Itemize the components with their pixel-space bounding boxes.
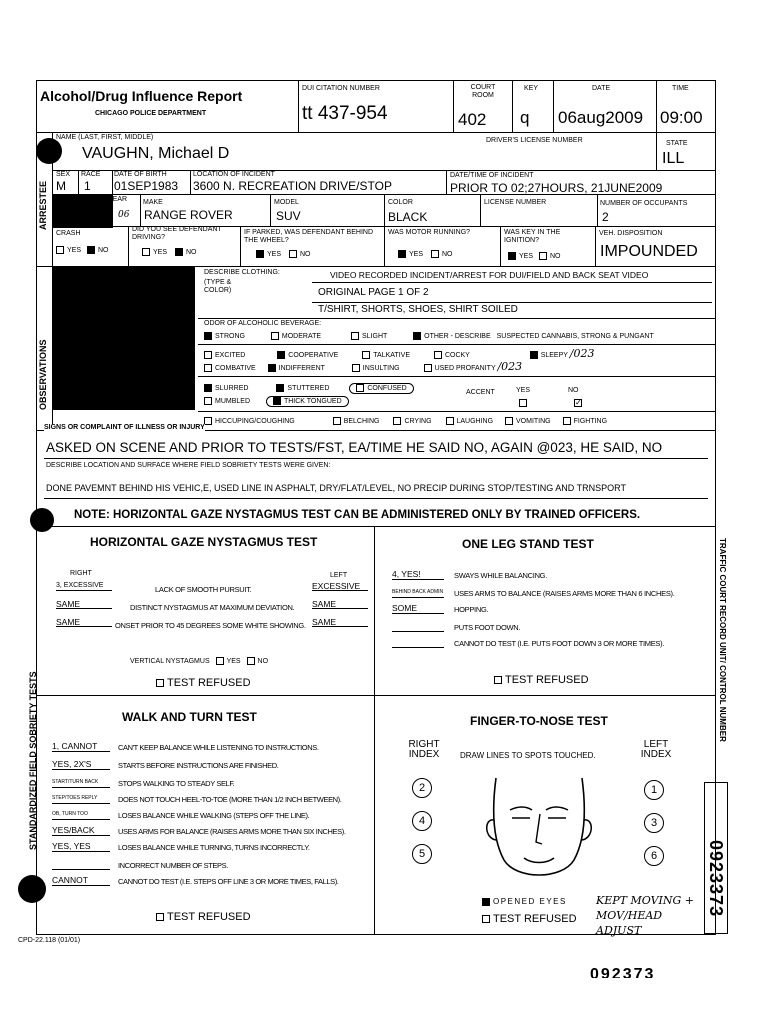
attitude-row-1 [204, 347, 595, 360]
ftn-right-label: RIGHT INDEX [408, 739, 440, 760]
accent-yes-label: YES [516, 387, 531, 394]
ols-value [392, 638, 444, 648]
state-label: STATE [666, 140, 688, 147]
odor-slight-checkbox[interactable] [351, 332, 359, 340]
parked-yes-checkbox[interactable] [256, 250, 264, 258]
speech-row-2 [204, 397, 349, 406]
ftn-instruction: DRAW LINES TO SPOTS TOUCHED. [460, 751, 596, 760]
hiccup-label: HICCUPING/COUGHING [215, 417, 295, 425]
location-value: 3600 N. RECREATION DRIVE/STOP [193, 179, 392, 193]
crash-yes-label: YES [67, 246, 82, 254]
fighting-label: FIGHTING [573, 417, 608, 425]
physical-row [204, 417, 607, 426]
ols-value: 4, YES! [392, 570, 444, 580]
ols-value [392, 622, 444, 632]
crash-no-label: NO [97, 246, 109, 254]
parked-yes-label: YES [267, 250, 282, 258]
ols-criterion: SWAYS WHILE BALANCING. [454, 571, 548, 580]
clothing-line-1: VIDEO RECORDED INCIDENT/ARREST FOR DUI/FIELD AND BACK SEAT VIDEO [330, 270, 649, 280]
test-location-text: DONE PAVEMNT BEHIND HIS VEHIC,E, USED LINE IN ASPHALT, DRY/FLAT/LEVEL, NO PRECIP DURING STOP/TESTING AND TRNSPORT [46, 483, 626, 493]
key-value: q [520, 108, 530, 127]
vertical-no-checkbox[interactable] [247, 657, 255, 665]
report-title: Alcohol/Drug Influence Report [40, 88, 243, 104]
wat-criterion: STARTS BEFORE INSTRUCTIONS ARE FINISHED. [118, 761, 279, 770]
key-yes-checkbox[interactable] [508, 252, 516, 260]
control-number-bottom: 092373 [590, 966, 656, 978]
did-you-see-options [142, 248, 196, 257]
indifferent-checkbox[interactable] [268, 364, 276, 372]
location-label: LOCATION OF INCIDENT [193, 171, 275, 178]
vertical-yes-checkbox[interactable] [216, 657, 224, 665]
confused-label: CONFUSED [367, 384, 407, 392]
wat-value [52, 860, 110, 870]
insulting-label: INSULTING [362, 365, 400, 372]
motor-yes-checkbox[interactable] [398, 250, 406, 258]
ftn-refused-checkbox[interactable] [482, 915, 490, 923]
motor-running-label: WAS MOTOR RUNNING? [388, 229, 471, 236]
thick-tongued-checkbox[interactable] [273, 397, 281, 405]
did-you-see-yes-label: YES [153, 248, 168, 256]
ols-title: ONE LEG STAND TEST [462, 537, 594, 551]
right-spot-3: 5 [412, 844, 432, 864]
odor-strong-checkbox[interactable] [204, 332, 212, 340]
wat-criterion: USES ARMS FOR BALANCE (RAISES ARMS MORE THAN SIX INCHES). [118, 827, 346, 836]
hgn-refused-label: TEST REFUSED [167, 677, 251, 689]
did-you-see-label: DID YOU SEE DEFENDANT DRIVING? [132, 226, 222, 241]
ols-refused-checkbox[interactable] [494, 676, 502, 684]
mumbled-label: MUMBLED [215, 397, 251, 405]
wat-criterion: LOSES BALANCE WHILE WALKING (STEPS OFF THE LINE). [118, 811, 310, 820]
court-room: 402 [458, 110, 487, 129]
vertical-nystagmus-label: VERTICAL NYSTAGMUS [130, 657, 210, 665]
clothing-sublabel: (TYPE & COLOR) [204, 279, 232, 294]
sex-label: SEX [56, 171, 71, 178]
motor-running-options [398, 250, 452, 259]
vertical-yes-label: YES [226, 657, 241, 665]
key-yes-label: YES [519, 252, 534, 260]
odor-other-description: SUSPECTED CANNABIS, STRONG & PUNGANT [496, 332, 654, 340]
color-value: BLACK [388, 210, 428, 224]
accent-no-checkbox[interactable]: ✓ [574, 398, 582, 407]
redaction-box [53, 194, 113, 228]
vertical-no-label: NO [257, 657, 269, 665]
belching-label: BELCHING [343, 417, 380, 425]
hgn-right-value: SAME [56, 618, 112, 627]
model-label: MODEL [274, 199, 299, 206]
hgn-refused-checkbox[interactable] [156, 679, 164, 687]
vomiting-checkbox[interactable] [505, 417, 513, 425]
fighting-checkbox[interactable] [563, 417, 571, 425]
key-label: KEY [524, 85, 539, 92]
dob-label: DATE OF BIRTH [114, 171, 167, 178]
wat-value: 1, CANNOT [52, 742, 110, 752]
hgn-criterion: ONSET PRIOR TO 45 DEGREES SOME WHITE SHOWING. [115, 621, 306, 630]
talkative-checkbox[interactable] [362, 351, 370, 359]
wat-value: CANNOT [52, 876, 110, 886]
sleepy-note: /023 [569, 347, 595, 360]
race-label: RACE [81, 171, 101, 178]
time-value: 09:00 [660, 108, 703, 127]
redaction-block [53, 266, 195, 410]
profanity-note: /023 [497, 360, 523, 373]
motor-yes-label: YES [409, 250, 424, 258]
combative-label: COMBATIVE [215, 365, 256, 372]
ftn-refused [482, 914, 577, 924]
confused-checkbox[interactable] [356, 384, 364, 392]
confused-circled [349, 383, 413, 394]
parked-label: IF PARKED, WAS DEFENDANT BEHIND THE WHEEL? [244, 229, 373, 244]
odor-options [204, 332, 654, 341]
vertical-nystagmus [130, 657, 268, 666]
wat-criterion: CANNOT DO TEST (I.E. STEPS OFF LINE 3 OR MORE TIMES, FALLS). [118, 877, 339, 886]
cooperative-checkbox[interactable] [277, 351, 285, 359]
parked-options [256, 250, 310, 259]
time-label: TIME [672, 85, 689, 92]
wat-value: START/TURN BACK [52, 778, 110, 788]
hgn-right-value: 3, EXCESSIVE [56, 582, 112, 591]
wat-value: OB, TURN TOO [52, 810, 110, 820]
illness-label: SIGNS OR COMPLAINT OF ILLNESS OR INJURY [44, 424, 205, 431]
ols-criterion: USES ARMS TO BALANCE (RAISES ARMS MORE THAN 6 INCHES). [454, 589, 675, 598]
right-spot-1: 2 [412, 778, 432, 798]
wat-refused-label: TEST REFUSED [167, 911, 251, 923]
crash-options [56, 246, 108, 255]
vomiting-label: VOMITING [516, 417, 551, 425]
model-value: SUV [276, 209, 301, 223]
cocky-checkbox[interactable] [434, 351, 442, 359]
odor-moderate-label: MODERATE [281, 332, 322, 340]
hgn-left-label: LEFT [330, 572, 348, 579]
ftn-left-label: LEFT INDEX [640, 739, 672, 760]
wat-criterion: LOSES BALANCE WHILE TURNING, TURNS INCORRECTLY. [118, 843, 310, 852]
cooperative-label: COOPERATIVE [288, 352, 339, 359]
arrestee-name: VAUGHN, Michael D [82, 145, 230, 162]
ols-criterion: CANNOT DO TEST (I.E. PUTS FOOT DOWN 3 OR MORE TIMES). [454, 639, 665, 648]
ftn-handwriting: KEPT MOVING + MOV/HEAD ADJUST [596, 894, 694, 937]
hgn-criterion: LACK OF SMOOTH PURSUIT. [155, 585, 252, 594]
odor-other-label: OTHER - DESCRIBE [424, 332, 491, 340]
ols-criterion: PUTS FOOT DOWN. [454, 623, 521, 632]
name-label: NAME (LAST, FIRST, MIDDLE) [56, 134, 154, 141]
hgn-left-value: SAME [312, 600, 368, 609]
stuttered-checkbox[interactable] [276, 384, 284, 392]
form-border [36, 80, 716, 935]
slurred-checkbox[interactable] [204, 384, 212, 392]
hgn-criterion: DISTINCT NYSTAGMUS AT MAXIMUM DEVIATION. [130, 603, 295, 612]
profanity-label: USED PROFANITY [434, 365, 496, 372]
color-label: COLOR [388, 199, 413, 206]
crying-checkbox[interactable] [393, 417, 401, 425]
department-name: CHICAGO POLICE DEPARTMENT [95, 110, 207, 117]
sfst-side-label: STANDARDIZED FIELD SOBRIETY TESTS [28, 671, 38, 850]
left-spot-2: 3 [644, 813, 664, 833]
accent-label: ACCENT [466, 389, 495, 396]
punch-hole [30, 508, 54, 532]
race-value: 1 [84, 179, 91, 193]
accent-options [519, 399, 585, 408]
laughing-checkbox[interactable] [446, 417, 454, 425]
sleepy-label: SLEEPY [540, 352, 568, 359]
ols-criterion: HOPPING. [454, 605, 489, 614]
punch-hole [18, 875, 46, 903]
left-spot-1: 1 [644, 780, 664, 800]
thick-tongued-circled [266, 396, 349, 407]
dob-value: 01SEP1983 [114, 179, 179, 193]
laughing-label: LAUGHING [456, 417, 494, 425]
wat-title: WALK AND TURN TEST [122, 710, 257, 724]
control-number: 0923373 [706, 840, 726, 918]
occupants-value: 2 [602, 210, 609, 224]
wat-criterion: CAN'T KEEP BALANCE WHILE LISTENING TO INSTRUCTIONS. [118, 743, 319, 752]
wat-value: YES, 2X'S [52, 760, 110, 770]
hgn-refused [156, 678, 251, 688]
ols-value: SOME [392, 604, 444, 614]
ftn-title: FINGER-TO-NOSE TEST [470, 714, 608, 728]
crash-no-checkbox[interactable] [87, 246, 95, 254]
dui-citation-label: DUI CITATION NUMBER [302, 85, 380, 92]
license-plate-label: LICENSE NUMBER [484, 199, 547, 206]
occupants-label: NUMBER OF OCCUPANTS [600, 200, 688, 207]
wat-criterion: STOPS WALKING TO STEADY SELF. [118, 779, 235, 788]
illness-text: ASKED ON SCENE AND PRIOR TO TESTS/FST, EA/TIME HE SAID NO, AGAIN @023, HE SAID, NO [46, 440, 663, 455]
hiccup-checkbox[interactable] [204, 417, 212, 425]
opened-eyes-label: OPENED EYES [493, 897, 567, 907]
arrestee-side-label: ARRESTEE [38, 180, 48, 230]
profanity-checkbox[interactable] [424, 364, 432, 372]
excited-label: EXCITED [215, 352, 246, 359]
key-no-label: NO [549, 252, 561, 260]
motor-no-checkbox[interactable] [431, 250, 439, 258]
odor-strong-label: STRONG [215, 332, 245, 340]
sleepy-checkbox[interactable] [530, 351, 538, 359]
combative-checkbox[interactable] [204, 364, 212, 372]
parked-no-checkbox[interactable] [289, 250, 297, 258]
clothing-label: DESCRIBE CLOTHING: [204, 269, 280, 276]
veh-disposition-label: VEH. DISPOSITION [599, 230, 663, 237]
hgn-note: NOTE: HORIZONTAL GAZE NYSTAGMUS TEST CAN BE ADMINISTERED ONLY BY TRAINED OFFICERS. [74, 509, 641, 521]
date-value: 06aug2009 [558, 108, 644, 127]
crash-yes-checkbox[interactable] [56, 246, 64, 254]
right-spot-2: 4 [412, 811, 432, 831]
key-ignition-options [508, 252, 560, 261]
cocky-label: COCKY [444, 352, 470, 359]
face-diagram [474, 768, 604, 892]
belching-checkbox[interactable] [333, 417, 341, 425]
veh-disposition: IMPOUNDED [600, 243, 698, 260]
insulting-checkbox[interactable] [352, 364, 360, 372]
clothing-line-2: ORIGINAL PAGE 1 OF 2 [318, 287, 429, 298]
hgn-left-value: SAME [312, 618, 368, 627]
wat-refused-checkbox[interactable] [156, 913, 164, 921]
hgn-right-value: SAME [56, 600, 112, 609]
speech-row-1 [204, 384, 414, 393]
year-value: 06 [118, 210, 130, 220]
observations-side-label: OBSERVATIONS [38, 339, 48, 410]
ols-refused [494, 675, 589, 685]
ftn-refused-label: TEST REFUSED [493, 913, 577, 925]
wat-refused [156, 912, 251, 922]
hgn-title: HORIZONTAL GAZE NYSTAGMUS TEST [90, 535, 318, 549]
did-you-see-yes-checkbox[interactable] [142, 248, 150, 256]
motor-no-label: NO [441, 250, 453, 258]
test-location-label: DESCRIBE LOCATION AND SURFACE WHERE FIELD SOBRIETY TESTS WERE GIVEN: [46, 462, 331, 469]
left-spot-3: 6 [644, 846, 664, 866]
make-label: MAKE [143, 199, 163, 206]
make-value: RANGE ROVER [144, 208, 233, 222]
wat-criterion: DOES NOT TOUCH HEEL-TO-TOE (MORE THAN 1/2 INCH BETWEEN). [118, 795, 342, 804]
accent-yes-checkbox[interactable] [519, 399, 527, 407]
year-label: YEAR [108, 196, 128, 203]
mumbled-checkbox[interactable] [204, 397, 212, 405]
hgn-left-value: EXCESSIVE [312, 582, 368, 591]
odor-label: ODOR OF ALCOHOLIC BEVERAGE: [204, 320, 322, 327]
parked-no-label: NO [299, 250, 311, 258]
incident-datetime-label: DATE/TIME OF INCIDENT [450, 172, 534, 179]
opened-eyes-checkbox[interactable] [482, 898, 490, 906]
odor-slight-label: SLIGHT [362, 332, 388, 340]
drivers-license-label: DRIVER'S LICENSE NUMBER [486, 137, 583, 144]
crash-label: CRASH [56, 230, 81, 237]
date-label: DATE [592, 85, 611, 92]
odor-moderate-checkbox[interactable] [271, 332, 279, 340]
talkative-label: TALKATIVE [373, 352, 410, 359]
excited-checkbox[interactable] [204, 351, 212, 359]
key-no-checkbox[interactable] [539, 252, 547, 260]
control-number-label: TRAFFIC COURT RECORD UNIT/ CONTROL NUMBER [718, 538, 727, 742]
wat-value: YES/BACK [52, 826, 110, 836]
dui-citation-number: tt 437-954 [302, 103, 388, 124]
ols-refused-label: TEST REFUSED [505, 674, 589, 686]
form-number: CPD-22.118 (01/01) [18, 937, 81, 944]
incident-datetime: PRIOR TO 02;27HOURS, 21JUNE2009 [450, 181, 663, 195]
opened-eyes [482, 898, 567, 906]
thick-tongued-label: THICK TONGUED [283, 397, 342, 405]
wat-value: STEP/TOES REPLY [52, 794, 110, 804]
odor-other-checkbox[interactable] [413, 332, 421, 340]
indifferent-label: INDIFFERENT [278, 365, 325, 372]
hgn-right-label: RIGHT [70, 570, 92, 577]
crying-label: CRYING [404, 417, 432, 425]
did-you-see-no-label: NO [185, 248, 197, 256]
accent-no-label: NO [568, 387, 579, 394]
stuttered-label: STUTTERED [287, 384, 330, 392]
clothing-line-3: T/SHIRT, SHORTS, SHOES, SHIRT SOILED [318, 304, 518, 315]
key-ignition-label: WAS KEY IN THE IGNITION? [504, 229, 561, 244]
did-you-see-no-checkbox[interactable] [175, 248, 183, 256]
ols-value: BEHIND BACK ADMIN [392, 588, 444, 598]
slurred-label: SLURRED [215, 384, 249, 392]
sex-value: M [56, 179, 66, 193]
court-room-label: COURT ROOM [470, 84, 496, 99]
attitude-row-2 [204, 360, 523, 373]
wat-criterion: INCORRECT NUMBER OF STEPS. [118, 861, 228, 870]
wat-value: YES, YES [52, 842, 110, 852]
state-value: ILL [662, 150, 685, 167]
